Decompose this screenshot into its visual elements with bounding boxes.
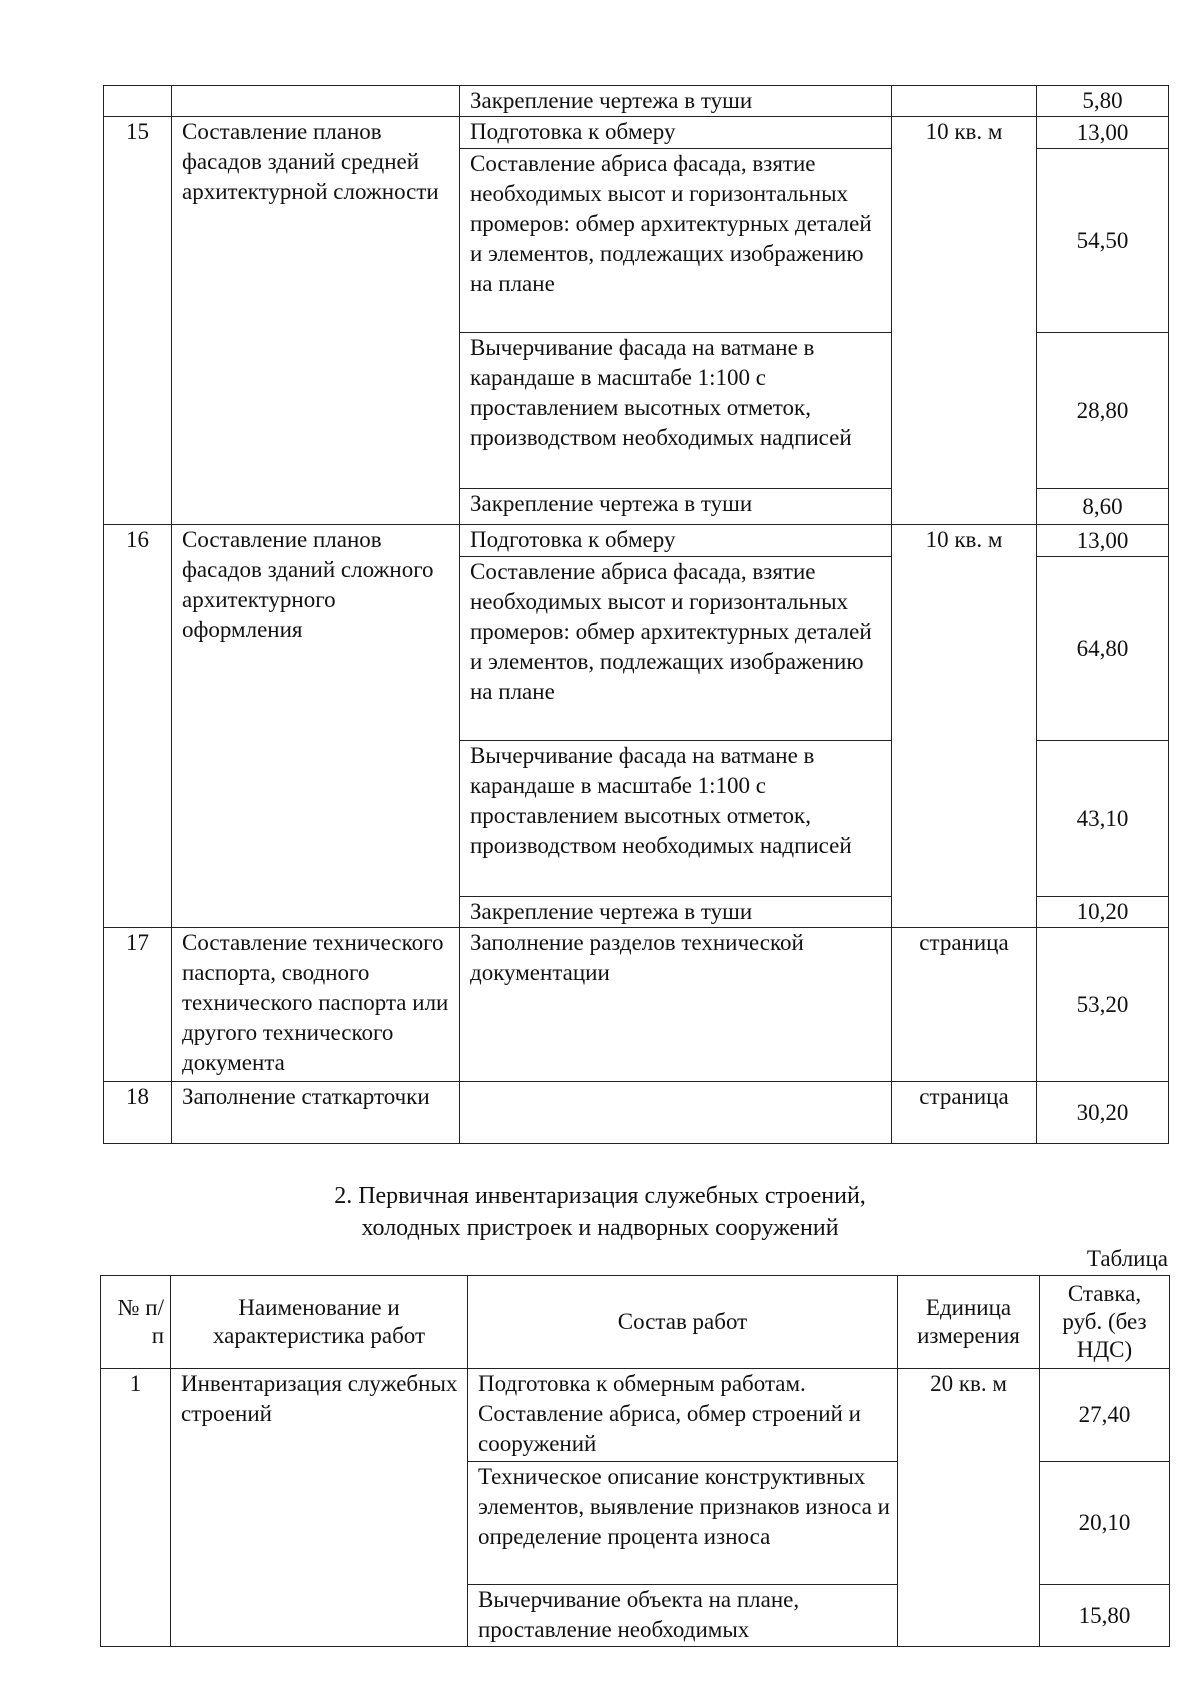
rate-cell: 43,10 <box>1037 741 1169 897</box>
name-cell <box>172 86 460 117</box>
work-cell: Закрепление чертежа в туши <box>460 897 892 928</box>
rate-cell: 8,60 <box>1037 489 1169 525</box>
unit-cell: 20 кв. м <box>898 1369 1040 1647</box>
table-caption: Таблица <box>1086 1246 1168 1271</box>
work-name: Составление технического паспорта, сводного технического паспорта или другого технического документа <box>172 928 460 1082</box>
work-name: Составление планов фасадов зданий сложного архитектурного оформления <box>172 525 460 928</box>
table-row <box>104 117 1169 149</box>
table-row <box>104 86 1169 117</box>
work-name: Составление планов фасадов зданий средней архитектурной сложности <box>172 117 460 525</box>
table-row <box>104 525 1169 557</box>
header-num: № п/п <box>101 1276 171 1369</box>
row-number: 1 <box>101 1369 171 1647</box>
row-number: 17 <box>104 928 172 1082</box>
rate-cell: 10,20 <box>1037 897 1169 928</box>
row-number: 15 <box>104 117 172 525</box>
header-unit: Единица измерения <box>898 1276 1040 1369</box>
unit-cell <box>892 86 1037 117</box>
work-cell: Техническое описание конструктивных элементов, выявление признаков износа и определение процента износа <box>468 1462 898 1585</box>
rate-cell: 64,80 <box>1037 557 1169 741</box>
work-name: Заполнение статкарточки <box>172 1082 460 1144</box>
rate-cell: 30,20 <box>1037 1082 1169 1144</box>
unit-cell: 10 кв. м <box>892 117 1037 525</box>
work-cell: Составление абриса фасада, взятие необходимых высот и горизонтальных промеров: обмер архитектурных деталей и элементов, подлежащих изображению на плане <box>460 557 892 741</box>
work-cell: Закрепление чертежа в туши <box>460 489 892 525</box>
header-rate: Ставка, руб. (без НДС) <box>1040 1276 1170 1369</box>
rate-cell: 54,50 <box>1037 149 1169 333</box>
table-row <box>101 1369 1170 1462</box>
section-heading <box>0 1180 1200 1244</box>
unit-cell: страница <box>892 928 1037 1082</box>
rate-cell: 13,00 <box>1037 117 1169 149</box>
rate-cell: 27,40 <box>1040 1369 1170 1462</box>
work-cell: Вычерчивание фасада на ватмане в карандаше в масштабе 1:100 с проставлением высотных отметок, производством необходимых надписей <box>460 741 892 897</box>
unit-cell: страница <box>892 1082 1037 1144</box>
num-cell <box>104 86 172 117</box>
work-cell <box>460 1082 892 1144</box>
rate-cell: 28,80 <box>1037 333 1169 489</box>
work-cell: Подготовка к обмеру <box>460 525 892 557</box>
work-cell: Вычерчивание фасада на ватмане в карандаше в масштабе 1:100 с проставлением высотных отметок, производством необходимых надписей <box>460 333 892 489</box>
rates-table-section-2 <box>100 1275 1170 1647</box>
work-cell: Подготовка к обмеру <box>460 117 892 149</box>
work-cell: Заполнение разделов технической документации <box>460 928 892 1082</box>
rate-cell: 5,80 <box>1037 86 1169 117</box>
section-heading-line: 2. Первичная инвентаризация служебных строений, <box>334 1183 866 1209</box>
work-cell: Закрепление чертежа в туши <box>460 86 892 117</box>
rates-table-continued <box>103 85 1169 1144</box>
rate-cell: 13,00 <box>1037 525 1169 557</box>
work-cell: Вычерчивание объекта на плане, проставление необходимых <box>468 1585 898 1647</box>
section-heading-line: холодных пристроек и надворных сооружений <box>361 1215 839 1241</box>
work-cell: Составление абриса фасада, взятие необходимых высот и горизонтальных промеров: обмер архитектурных деталей и элементов, подлежащих изображению на плане <box>460 149 892 333</box>
table-row <box>104 928 1169 1082</box>
rate-cell: 15,80 <box>1040 1585 1170 1647</box>
table-row <box>104 1082 1169 1144</box>
work-name: Инвентаризация служебных строений <box>171 1369 468 1647</box>
row-number: 16 <box>104 525 172 928</box>
unit-cell: 10 кв. м <box>892 525 1037 928</box>
rate-cell: 20,10 <box>1040 1462 1170 1585</box>
work-cell: Подготовка к обмерным работам. Составление абриса, обмер строений и сооружений <box>468 1369 898 1462</box>
rate-cell: 53,20 <box>1037 928 1169 1082</box>
table-header-row <box>101 1276 1170 1369</box>
row-number: 18 <box>104 1082 172 1144</box>
header-name: Наименование и характеристика работ <box>171 1276 468 1369</box>
header-work: Состав работ <box>468 1276 898 1369</box>
